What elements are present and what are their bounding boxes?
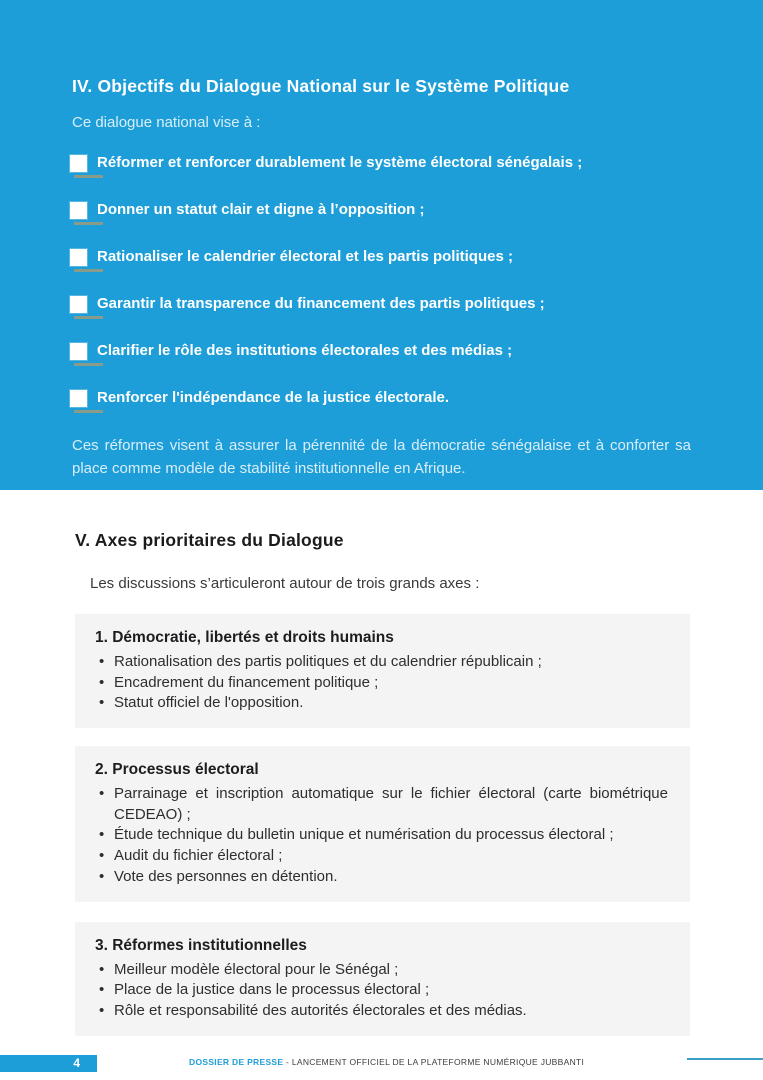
objective-item (72, 294, 691, 316)
checkbox-underline-decoration (74, 222, 103, 225)
axis-box-title: 3. Réformes institutionnelles (95, 936, 307, 954)
objective-label: Garantir la transparence du financement des partis politiques ; (97, 295, 545, 312)
axes-intro: Les discussions s’articuleront autour de trois grands axes : (90, 575, 480, 592)
axis-item (95, 693, 668, 714)
bullet-icon: • (99, 694, 105, 712)
checkbox-icon[interactable] (70, 296, 87, 313)
checkbox-icon[interactable] (70, 202, 87, 219)
checkbox-icon[interactable] (70, 343, 87, 360)
bullet-icon: • (99, 981, 105, 999)
bullet-icon: • (99, 653, 105, 670)
axis-item-text: Meilleur modèle électoral pour le Sénégal ; (114, 960, 399, 978)
axes-title: V. Axes prioritaires du Dialogue (75, 530, 344, 550)
bullet-icon: • (99, 867, 105, 885)
axis-item-text: Audit du fichier électoral ; (114, 847, 283, 865)
bullet-icon: • (99, 826, 105, 844)
checkbox-icon[interactable] (70, 249, 87, 266)
axis-item-text: Statut officiel de l'opposition. (114, 694, 304, 712)
axis-item (95, 867, 668, 888)
axis-item-text: Encadrement du financement politique ; (114, 673, 379, 691)
footer-brand: DOSSIER DE PRESSE (189, 1057, 284, 1067)
objective-label: Rationaliser le calendrier électoral et les partis politiques ; (97, 248, 513, 265)
axis-box-title: 2. Processus électoral (95, 761, 259, 779)
checkbox-underline-decoration (74, 410, 103, 413)
hero-title: IV. Objectifs du Dialogue National sur le Système Politique (72, 76, 570, 96)
hero-section (0, 0, 763, 490)
objective-label: Renforcer l'indépendance de la justice électorale. (97, 389, 450, 406)
objective-item (72, 388, 691, 410)
footer-text (189, 1057, 584, 1067)
objective-label: Donner un statut clair et digne à l’opposition ; (97, 201, 425, 218)
axes-section (0, 490, 763, 1036)
axis-box-reformes (75, 922, 690, 1036)
bullet-icon: • (99, 673, 105, 691)
checkbox-underline-decoration (74, 269, 103, 272)
checkbox-underline-decoration (74, 363, 103, 366)
axis-item-text: Étude technique du bulletin unique et numérisation du processus électoral ; (114, 826, 614, 844)
bullet-icon: • (99, 785, 105, 803)
axis-item (95, 825, 668, 846)
bullet-icon: • (99, 1001, 105, 1019)
axis-box-title: 1. Démocratie, libertés et droits humains (95, 629, 394, 646)
axis-item (95, 673, 668, 694)
objective-item (72, 153, 691, 175)
footer-separator: - (283, 1057, 292, 1067)
objective-item (72, 247, 691, 269)
axis-item (95, 846, 668, 867)
axis-item-text: Parrainage et inscription automatique sur le fichier électoral (carte biométrique CEDEAO) ; (114, 785, 668, 823)
footer-rule-decoration (687, 1058, 763, 1060)
axis-item-text: Rôle et responsabilité des autorités électorales et des médias. (114, 1001, 527, 1019)
objective-label: Réformer et renforcer durablement le système électoral sénégalais ; (97, 154, 583, 171)
axis-item (95, 1001, 668, 1022)
objective-item (72, 200, 691, 222)
objective-list (72, 153, 691, 410)
axis-item (95, 784, 668, 825)
bullet-icon: • (99, 960, 105, 978)
axis-box-democratie (75, 614, 690, 728)
bullet-icon: • (99, 847, 105, 865)
axis-item (95, 652, 668, 673)
checkbox-icon[interactable] (70, 390, 87, 407)
axis-item-text: Rationalisation des partis politiques et du calendrier républicain ; (114, 653, 542, 670)
objective-label: Clarifier le rôle des institutions électorales et des médias ; (97, 342, 513, 359)
axis-box-processus (75, 746, 690, 901)
hero-closing-paragraph: Ces réformes visent à assurer la pérennité de la démocratie sénégalaise et à conforter sa place comme modèle de stabilité institutionnelle en Afrique. (72, 437, 691, 477)
hero-intro: Ce dialogue national vise à : (72, 114, 261, 131)
axis-item (95, 980, 668, 1001)
axis-item (95, 960, 668, 981)
page-number-badge: 4 (0, 1055, 97, 1072)
axis-item-text: Vote des personnes en détention. (114, 867, 338, 885)
footer-subtitle: LANCEMENT OFFICIEL DE LA PLATEFORME NUMÉRIQUE JUBBANTI (291, 1057, 585, 1067)
axis-item-text: Place de la justice dans le processus électoral ; (114, 981, 430, 999)
checkbox-icon[interactable] (70, 155, 87, 172)
checkbox-underline-decoration (74, 175, 103, 178)
objective-item (72, 341, 691, 363)
checkbox-underline-decoration (74, 316, 103, 319)
